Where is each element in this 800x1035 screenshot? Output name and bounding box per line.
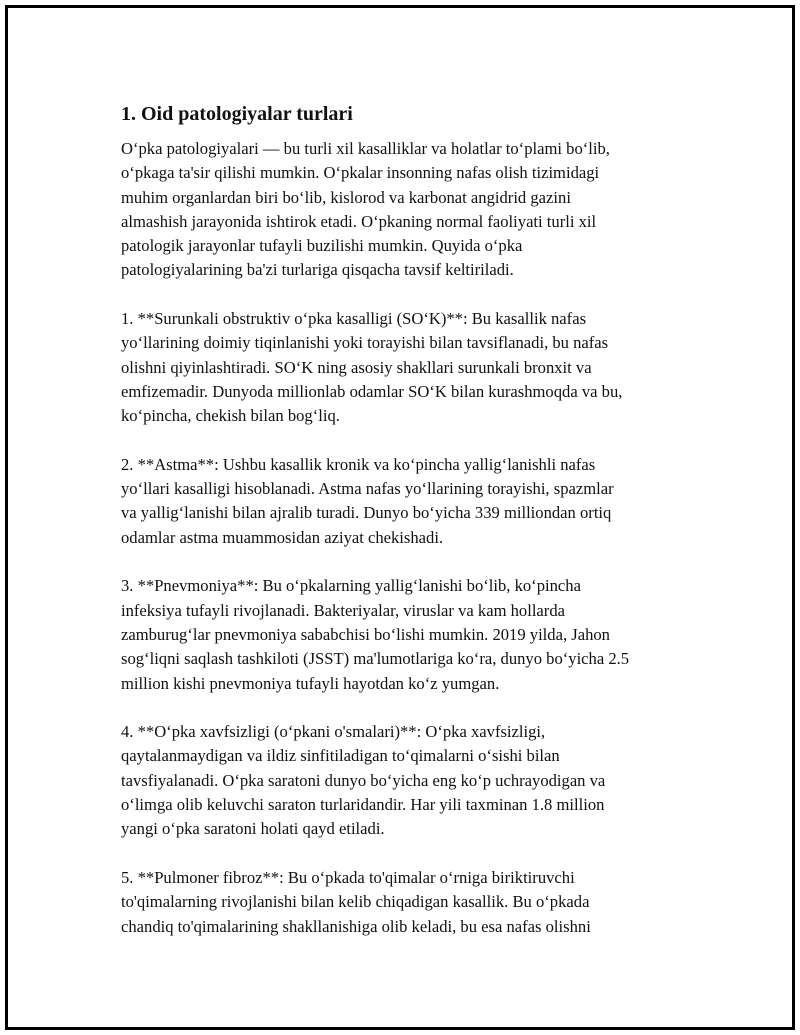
text-line: yo‘llarining doimiy tiqinlanishi yoki torayishi bilan tavsiflanadi, bu nafas bbox=[121, 333, 609, 353]
text-line: odamlar astma muammosidan aziyat chekishadi. bbox=[121, 527, 444, 547]
text-line: muhim organlardan biri bo‘lib, kislorod va karbonat angidrid gazini bbox=[121, 187, 571, 207]
text-line: sog‘liqni saqlash tashkiloti (JSST) ma'lumotlariga ko‘ra, dunyo bo‘yicha 2.5 bbox=[121, 649, 630, 669]
paragraph-intro bbox=[121, 137, 681, 283]
paragraph-item-4 bbox=[121, 720, 681, 841]
text-line: yo‘llari kasalligi hisoblanadi. Astma nafas yo‘llarining torayishi, spazmlar bbox=[121, 479, 614, 499]
text-line: patologik jarayonlar tufayli buzilishi mumkin. Quyida o‘pka bbox=[121, 236, 523, 256]
text-line: 5. **Pulmoner fibroz**: Bu o‘pkada to'qimalar o‘rniga biriktiruvchi bbox=[121, 867, 575, 887]
text-line: to'qimalarning rivojlanishi bilan kelib chiqadigan kasallik. Bu o‘pkada bbox=[121, 892, 590, 912]
text-line: O‘pka patologiyalari — bu turli xil kasalliklar va holatlar to‘plami bo‘lib, bbox=[121, 139, 610, 158]
document-body bbox=[121, 101, 681, 963]
paragraph-item-1 bbox=[121, 307, 681, 428]
text-line: infeksiya tufayli rivojlanadi. Bakteriyalar, viruslar va kam hollarda bbox=[121, 600, 565, 620]
text-line: 2. **Astma**: Ushbu kasallik kronik va ko‘pincha yallig‘lanishli nafas bbox=[121, 454, 596, 474]
text-line: patologiyalarining ba'zi turlariga qisqacha tavsif keltiriladi. bbox=[121, 260, 514, 280]
text-line: emfizemadir. Dunyoda millionlab odamlar SO‘K bilan kurashmoqda va bu, bbox=[121, 381, 623, 401]
text-line: 4. **O‘pka xavfsizligi (o‘pkani o'smalari)**: O‘pka xavfsizligi, bbox=[121, 722, 546, 742]
text-line: 3. **Pnevmoniya**: Bu o‘pkalarning yallig‘lanishi bo‘lib, ko‘pincha bbox=[121, 576, 581, 596]
text-line: chandiq to'qimalarining shakllanishiga olib keladi, bu esa nafas olishni bbox=[121, 916, 591, 936]
text-line: 1. **Surunkali obstruktiv o‘pka kasalligi (SO‘K)**: Bu kasallik nafas bbox=[121, 309, 587, 329]
text-line: qaytalanmaydigan va ildiz sinfitiladigan to‘qimalarni o‘sishi bilan bbox=[121, 746, 560, 766]
text-line: almashish jarayonida ishtirok etadi. O‘pkaning normal faoliyati turli xil bbox=[121, 211, 597, 231]
text-line: va yallig‘lanishi bilan ajralib turadi. Dunyo bo‘yicha 339 milliondan ortiq bbox=[121, 503, 612, 523]
text-line: ko‘pincha, chekish bilan bog‘liq. bbox=[121, 406, 340, 426]
paragraph-item-2 bbox=[121, 453, 681, 550]
page-border bbox=[5, 5, 795, 1030]
text-line: million kishi pnevmoniya tufayli hayotdan ko‘z yumgan. bbox=[121, 673, 500, 693]
section-title: 1. Oid patologiyalar turlari bbox=[121, 103, 353, 125]
text-line: tavsfiyalanadi. O‘pka saratoni dunyo bo‘yicha eng ko‘p uchrayodigan va bbox=[121, 770, 606, 790]
text-line: yangi o‘pka saratoni holati qayd etiladi. bbox=[121, 819, 385, 839]
text-line: zamburug‘lar pnevmoniya sababchisi bo‘lishi mumkin. 2019 yilda, Jahon bbox=[121, 624, 610, 644]
paragraph-item-3 bbox=[121, 574, 681, 695]
paragraph-item-5 bbox=[121, 866, 681, 939]
text-line: o‘pkaga ta'sir qilishi mumkin. O‘pkalar insonning nafas olish tizimidagi bbox=[121, 163, 600, 183]
text-line: o‘limga olib keluvchi saraton turlaridandir. Har yili taxminan 1.8 million bbox=[121, 795, 605, 815]
text-line: olishni qiyinlashtiradi. SO‘K ning asosiy shakllari surunkali bronxit va bbox=[121, 357, 592, 377]
